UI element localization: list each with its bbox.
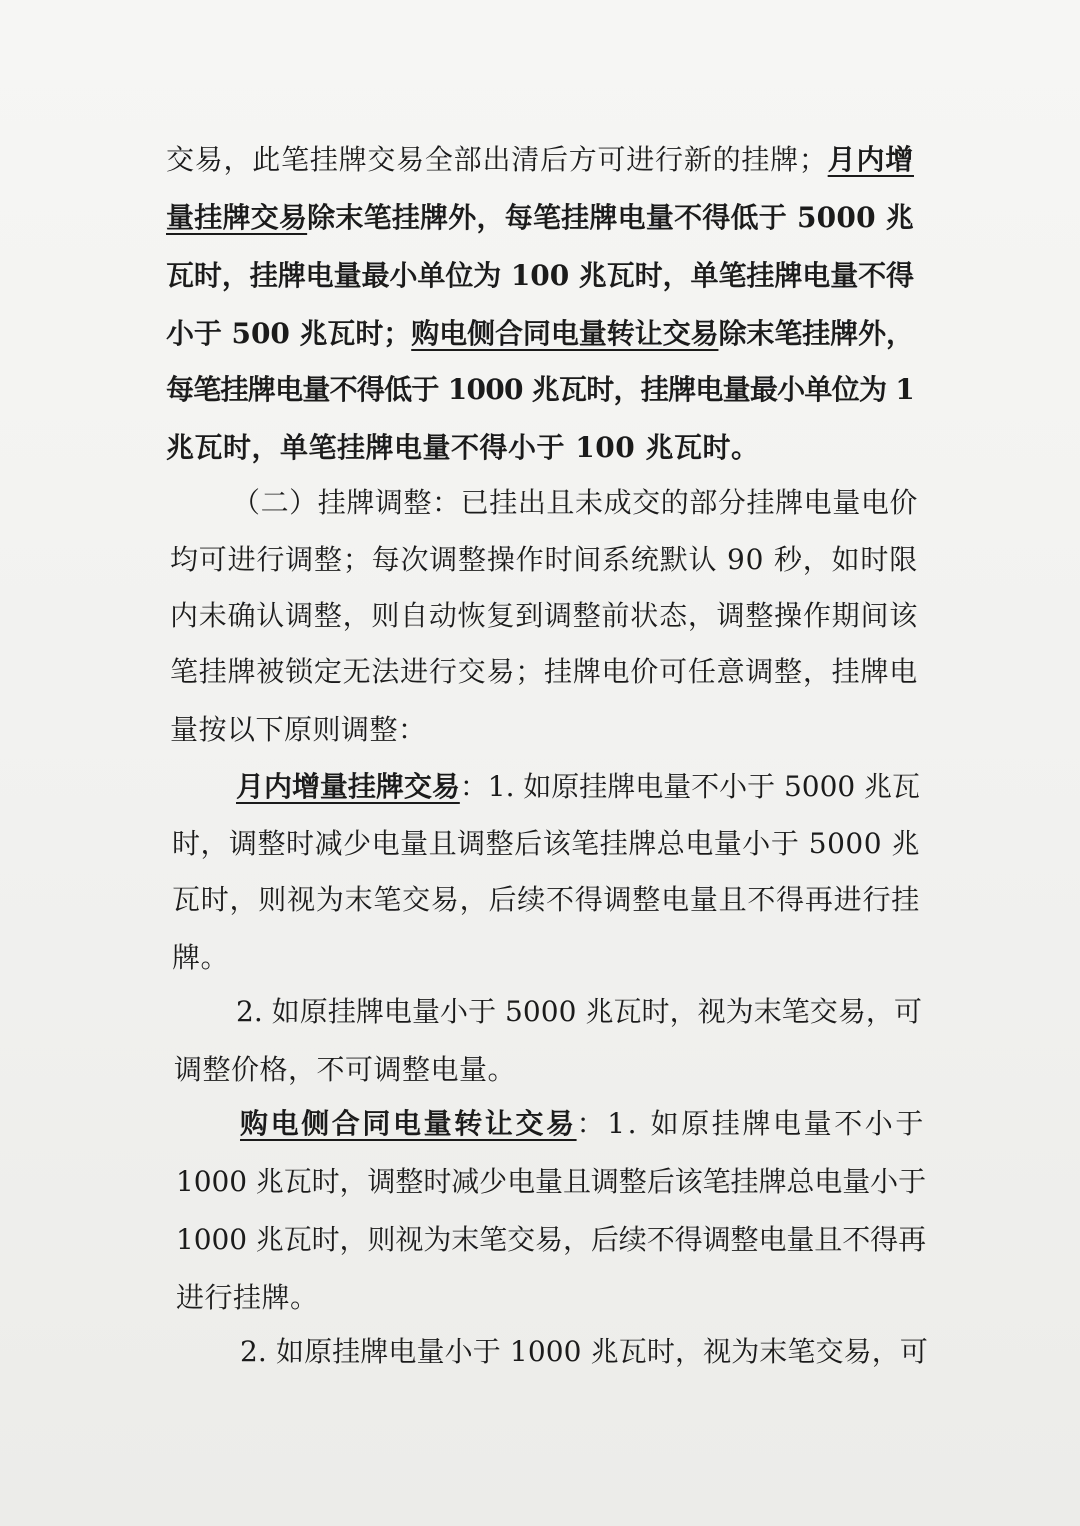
text-run: ：1. 如原挂牌电量不小于 5000 兆瓦 (459, 770, 920, 803)
text-run: 瓦时，则视为末笔交易，后续不得调整电量且不得再进行挂 (172, 883, 920, 916)
text-run: 月内增 (827, 143, 914, 176)
text-run: 均可进行调整；每次调整操作时间系统默认 90 秒，如时限 (170, 543, 918, 576)
text-run: ：1. 如原挂牌电量不小于 (576, 1107, 926, 1140)
text-run: 购电侧合同电量转让交易 (240, 1107, 577, 1140)
text-run: 量按以下原则调整： (170, 713, 427, 746)
text-line (166, 198, 914, 238)
text-line (176, 1162, 926, 1202)
text-run: （二）挂牌调整：已挂出且未成交的部分挂牌电量电价 (232, 486, 918, 519)
text-run: 2. 如原挂牌电量小于 1000 兆瓦时，视为末笔交易，可 (240, 1335, 928, 1368)
text-run: 牌。 (172, 941, 230, 974)
text-line (172, 938, 229, 978)
text-run: 调整价格，不可调整电量。 (174, 1053, 517, 1086)
text-line (236, 992, 922, 1032)
text-run: 1000 兆瓦时，调整时减少电量且调整后该笔挂牌总电量小于 (176, 1165, 926, 1198)
text-run: 购电侧合同电量转让交易 (411, 317, 719, 350)
text-line (176, 1220, 926, 1260)
text-run: 量挂牌交易 (166, 201, 308, 234)
text-run: 月内增量挂牌交易 (236, 770, 460, 803)
text-line (170, 652, 918, 692)
text-line (170, 596, 918, 636)
text-line (232, 483, 918, 523)
text-line (240, 1332, 928, 1372)
text-line (172, 824, 920, 864)
text-run: 除末笔挂牌外，每笔挂牌电量不得低于 5000 兆 (307, 201, 914, 234)
text-run: 笔挂牌被锁定无法进行交易；挂牌电价可任意调整，挂牌电 (170, 655, 918, 688)
text-run: 交易，此笔挂牌交易全部出清后方可进行新的挂牌； (166, 143, 828, 176)
text-line (166, 314, 914, 354)
text-run: 1000 兆瓦时，则视为末笔交易，后续不得调整电量且不得再 (176, 1223, 926, 1256)
text-run: 除末笔挂牌外， (718, 317, 914, 350)
text-run: 瓦时，挂牌电量最小单位为 100 兆瓦时，单笔挂牌电量不得 (166, 259, 914, 292)
text-line (170, 540, 918, 580)
text-line (170, 710, 427, 750)
text-line (166, 370, 914, 410)
text-run: 内未确认调整，则自动恢复到调整前状态，调整操作期间该 (170, 599, 918, 632)
text-run: 2. 如原挂牌电量小于 5000 兆瓦时，视为末笔交易，可 (236, 995, 922, 1028)
text-line (166, 140, 914, 180)
text-line (236, 767, 920, 807)
text-run: 进行挂牌。 (176, 1281, 319, 1314)
text-line (172, 880, 920, 920)
text-line (240, 1104, 926, 1144)
text-line (166, 256, 914, 296)
text-line (176, 1278, 319, 1318)
text-run: 兆瓦时，单笔挂牌电量不得小于 100 兆瓦时。 (166, 431, 760, 464)
text-run: 时，调整时减少电量且调整后该笔挂牌总电量小于 5000 兆 (172, 827, 920, 860)
text-run: 每笔挂牌电量不得低于 1000 兆瓦时，挂牌电量最小单位为 1 (166, 373, 914, 406)
text-line (174, 1050, 516, 1090)
text-line (166, 428, 759, 468)
text-run: 小于 500 兆瓦时； (166, 317, 412, 350)
